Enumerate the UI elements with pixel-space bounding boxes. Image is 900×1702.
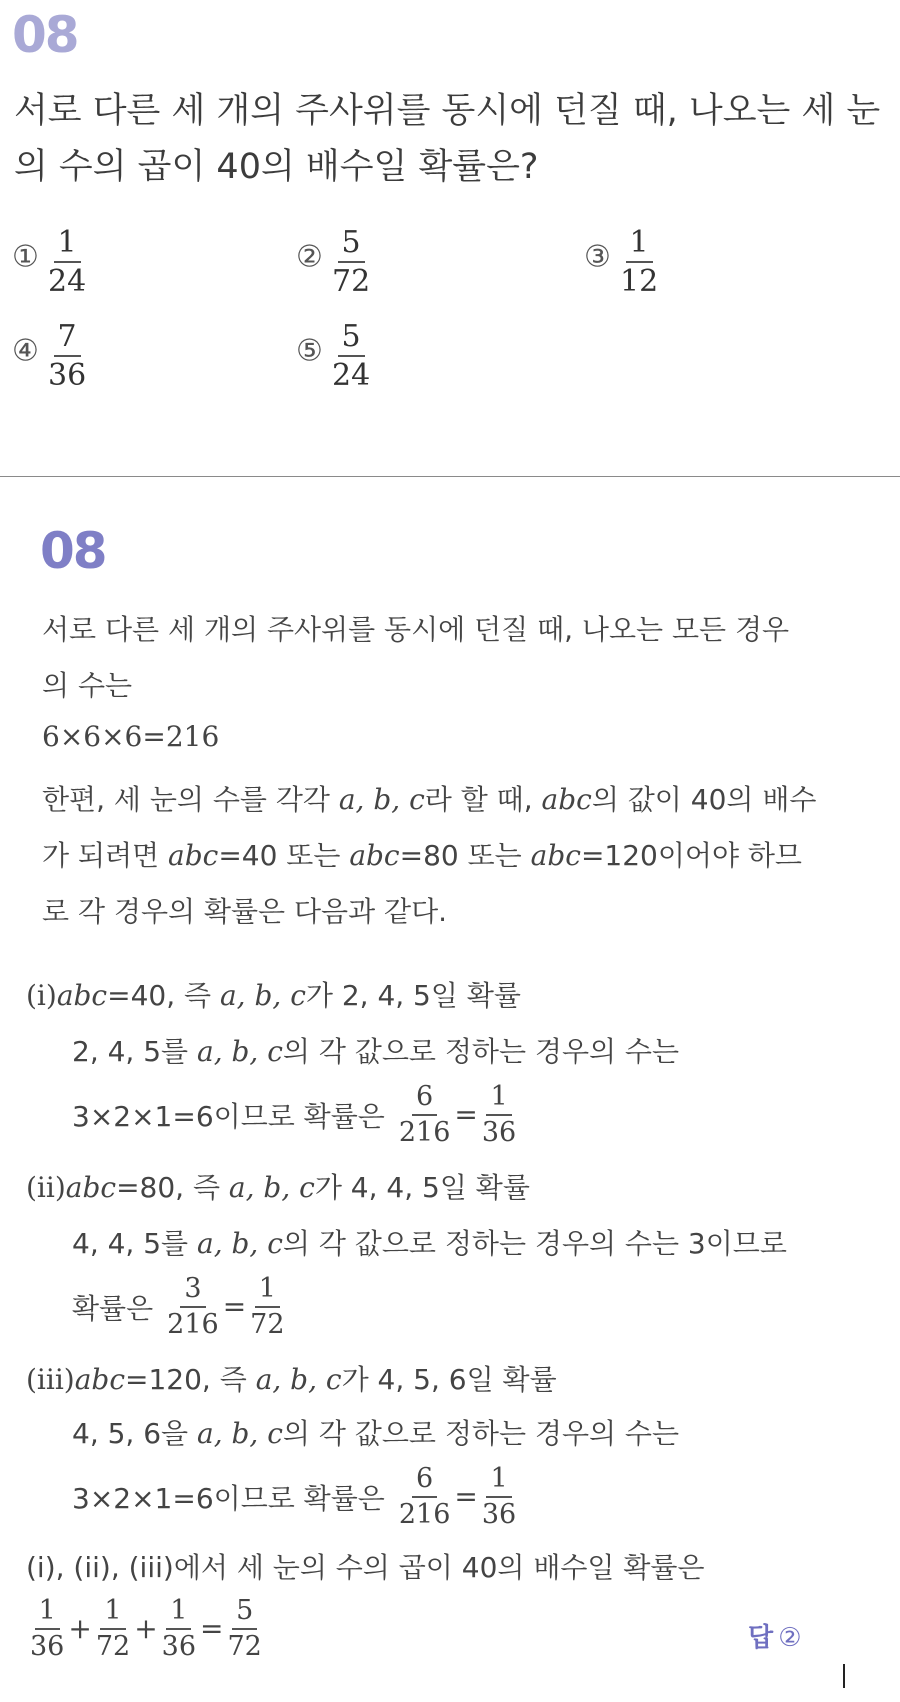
numerator: 1 [35,1596,60,1630]
case2-title [26,1166,530,1206]
denominator: 216 [398,1498,451,1530]
text-run: 2, 4, 5를 [72,1035,197,1068]
question-number: 08 [12,6,78,64]
text-run: 4, 4, 5를 [72,1227,197,1260]
solution-para2-line1 [42,778,816,818]
fraction [26,1596,68,1661]
solution-para1-line1: 서로 다른 세 개의 주사위를 동시에 던질 때, 나오는 모든 경우 [42,613,790,646]
denominator: 72 [227,1630,262,1662]
answer-label: 답 [748,1623,774,1653]
text-run: 가 4, 5, 6일 확률 [341,1363,557,1396]
question-line-2: 의 수의 곱이 40의 배수일 확률은? [14,147,539,187]
fraction [158,1596,200,1661]
case-label: (i) [26,979,57,1012]
case1-title [26,974,521,1014]
variables: a, b, c [197,1227,283,1260]
text-run: =80, 즉 [116,1171,229,1204]
fraction [478,1082,520,1147]
option-3[interactable] [584,226,662,298]
text-cursor [843,1664,845,1688]
case2-line2 [72,1222,787,1262]
variable-abc: abc [541,783,592,816]
variables: a, b, c [219,979,306,1012]
case-label: (ii) [26,1171,66,1204]
option-mark: ② [296,239,323,275]
text-run: 4, 5, 6을 [72,1417,197,1450]
option-mark: ⑤ [296,333,323,369]
text-run: 의 각 값으로 정하는 경우의 수는 [282,1417,680,1450]
option-mark: ④ [12,333,39,369]
equals-sign: = [222,1290,247,1324]
text-run: =80 또는 [399,839,531,872]
option-fraction [44,226,90,298]
denominator: 36 [48,358,87,393]
option-2[interactable] [296,226,374,298]
solution-number: 08 [40,522,106,580]
fraction [163,1274,223,1339]
option-5[interactable] [296,320,374,392]
denominator: 36 [30,1630,65,1662]
numerator: 5 [232,1596,257,1630]
text-run: 3×2×1=6이므로 확률은 [72,1099,385,1133]
text-run: =120, 즉 [125,1363,256,1396]
text-run: 라 할 때, [424,783,542,816]
fraction [395,1464,455,1529]
case1-line2 [72,1030,679,1070]
denominator: 72 [95,1630,131,1662]
text-run: =40, 즉 [107,979,220,1012]
variable-abc: abc [168,839,219,872]
denominator: 36 [481,1498,517,1530]
numerator: 1 [486,1082,511,1116]
equals-sign: = [454,1480,478,1514]
case3-line3 [72,1464,520,1529]
variables: a, b, c [197,1035,283,1068]
option-fraction [616,226,662,298]
numerator: 1 [166,1596,191,1630]
fraction [246,1274,288,1339]
equals-sign: = [454,1098,478,1132]
variables: a, b, c [197,1417,283,1450]
equals-sign: = [200,1612,224,1646]
option-mark: ③ [584,239,611,275]
fraction [92,1596,134,1661]
case3-title [26,1358,557,1398]
numerator: 5 [338,320,365,357]
text-run: =120이어야 하므 [580,839,802,872]
numerator: 1 [54,226,81,263]
option-fraction [328,226,374,298]
case3-line2 [72,1412,679,1452]
solution-para1-line2: 의 수는 [42,669,133,702]
text-run: 가 2, 4, 5일 확률 [305,979,521,1012]
denominator: 36 [161,1630,197,1662]
variables: a, b, c [228,1171,315,1204]
denominator: 24 [332,358,371,393]
denominator: 72 [250,1308,285,1340]
summary-line: (i), (ii), (iii)에서 세 눈의 수의 곱이 40의 배수일 확률은 [26,1551,705,1584]
text-run: 확률은 [72,1291,154,1325]
fraction [223,1596,265,1661]
answer-value: ② [778,1623,802,1653]
numerator: 6 [412,1082,437,1116]
variables: a, b, c [338,783,425,816]
denominator: 216 [167,1308,219,1340]
option-1[interactable] [12,226,90,298]
numerator: 1 [486,1464,511,1498]
option-fraction [328,320,374,392]
option-mark: ① [12,239,39,275]
plus-sign: + [134,1612,158,1646]
fraction [395,1082,455,1147]
denominator: 36 [481,1116,517,1148]
fraction [478,1464,520,1529]
denominator: 24 [48,264,87,299]
variable-abc: abc [349,839,400,872]
denominator: 216 [398,1116,451,1148]
text-run: =40 또는 [218,839,350,872]
case-label: (iii) [26,1363,75,1396]
numerator: 1 [100,1596,125,1630]
plus-sign: + [68,1612,92,1646]
numerator: 5 [338,226,365,263]
section-divider [0,476,900,477]
numerator: 3 [180,1274,205,1308]
text-run: 의 각 값으로 정하는 경우의 수는 3이므로 [282,1227,787,1260]
text-run: 한편, 세 눈의 수를 각각 [42,783,339,816]
numerator: 6 [412,1464,437,1498]
denominator: 12 [620,264,659,299]
numerator: 1 [626,226,653,263]
solution-para3: 로 각 경우의 확률은 다음과 같다. [42,895,448,928]
question-line-1: 서로 다른 세 개의 주사위를 동시에 던질 때, 나오는 세 눈 [14,91,881,131]
denominator: 72 [332,264,371,299]
variable-abc: abc [74,1363,126,1396]
text-run: 3×2×1=6이므로 확률은 [72,1481,385,1515]
variable-abc: abc [530,839,581,872]
solution-para2-line2 [42,834,802,874]
text-run: 의 각 값으로 정하는 경우의 수는 [282,1035,680,1068]
case2-line3 [72,1274,289,1339]
final-expression [26,1596,266,1661]
option-fraction [44,320,90,392]
text-run: 가 4, 4, 5일 확률 [314,1171,530,1204]
case1-line3 [72,1082,520,1147]
numerator: 1 [255,1274,280,1308]
solution-total: 6×6×6=216 [42,720,220,753]
answer [748,1617,802,1654]
numerator: 7 [54,320,81,357]
variable-abc: abc [65,1171,117,1204]
text-run: 의 값이 40의 배수 [591,783,817,816]
text-run: 가 되려면 [42,839,168,872]
variables: a, b, c [255,1363,342,1396]
option-4[interactable] [12,320,90,392]
variable-abc: abc [56,979,108,1012]
